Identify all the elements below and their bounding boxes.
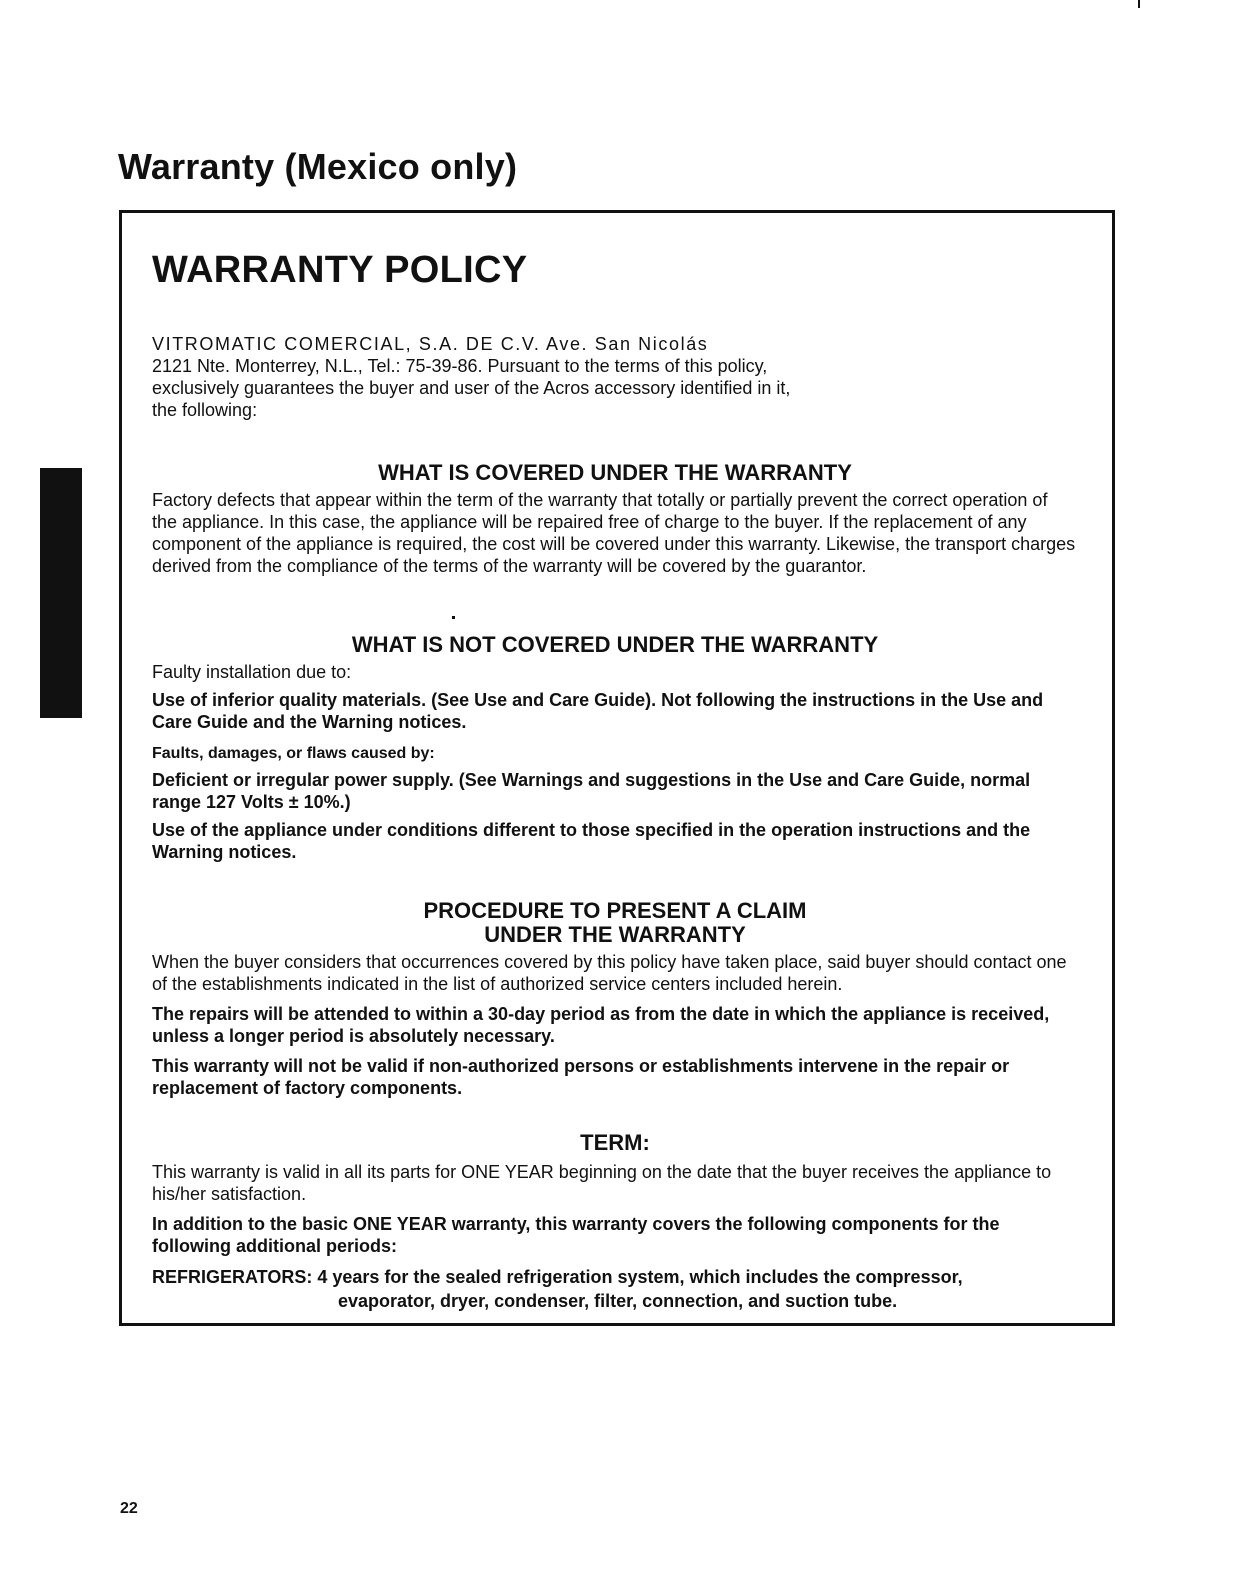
policy-title: WARRANTY POLICY: [152, 249, 528, 291]
stray-dot: [452, 616, 455, 619]
corner-mark: [1138, 0, 1140, 8]
section-tab-marker: [40, 468, 82, 718]
page-number: 22: [120, 1500, 138, 1517]
refrigerators-line2: evaporator, dryer, condenser, filter, connection, and suction tube.: [338, 1291, 898, 1311]
faults-caused-text: Faults, damages, or flaws caused by:: [152, 745, 435, 762]
claim-repairs-text: The repairs will be attended to within a 30-day period as from the date in which the appliance is received, unless a longer period is absolutely necessary.: [152, 1004, 1050, 1046]
claim-invalid-text: This warranty will not be valid if non-authorized persons or establishments intervene in the repair or replacement of factory components.: [152, 1056, 1010, 1098]
faulty-installation-text: Faulty installation due to:: [152, 662, 352, 682]
covered-heading: WHAT IS COVERED UNDER THE WARRANTY: [378, 460, 852, 485]
intro-paragraph: [152, 333, 802, 421]
power-supply-text: Deficient or irregular power supply. (See Warnings and suggestions in the Use and Care Guide, normal range 127 Volts ± 10%.): [152, 770, 1031, 812]
intro-company-line: VITROMATIC COMERCIAL, S.A. DE C.V. Ave. San Nicolás: [152, 334, 709, 354]
term-heading: TERM:: [580, 1130, 650, 1155]
claim-heading-line2: UNDER THE WARRANTY: [484, 922, 746, 947]
not-covered-heading: WHAT IS NOT COVERED UNDER THE WARRANTY: [351, 632, 879, 657]
inferior-materials-text: Use of inferior quality materials. (See Use and Care Guide). Not following the instructions in the Use and Care Guide and the Warning notices.: [152, 690, 1044, 732]
intro-text: 2121 Nte. Monterrey, N.L., Tel.: 75-39-86. Pursuant to the terms of this policy, exclusively guarantees the buyer and user of the Acros accessory identified in it, the following:: [152, 356, 791, 420]
page-title: Warranty (Mexico only): [118, 146, 518, 187]
warranty-policy-box: [119, 210, 1115, 1326]
claim-heading-line1: PROCEDURE TO PRESENT A CLAIM: [423, 898, 807, 923]
claim-contact-text: When the buyer considers that occurrences covered by this policy have taken place, said buyer should contact one of the establishments indicated in the list of authorized service centers included herein.: [152, 952, 1067, 994]
refrigerators-coverage: [152, 1265, 1077, 1313]
refrigerators-label: REFRIGERATORS:: [152, 1267, 313, 1287]
covered-text: Factory defects that appear within the term of the warranty that totally or partially prevent the correct operation of the appliance. In this case, the appliance will be repaired free of charge to the buyer. If the replacement of any component of the appliance is required, the cost will be covered under this warranty. Likewise, the transport charges derived from the compliance of the terms of the warranty will be covered by the guarantor.: [152, 490, 1076, 576]
term-additional-text: In addition to the basic ONE YEAR warranty, this warranty covers the following components for the following additional periods:: [152, 1214, 1000, 1256]
refrigerators-line1: 4 years for the sealed refrigeration system, which includes the compressor,: [317, 1267, 963, 1287]
operating-conditions-text: Use of the appliance under conditions different to those specified in the operation instructions and the Warning notices.: [152, 820, 1031, 862]
term-valid-text: This warranty is valid in all its parts for ONE YEAR beginning on the date that the buyer receives the appliance to his/her satisfaction.: [152, 1162, 1052, 1204]
